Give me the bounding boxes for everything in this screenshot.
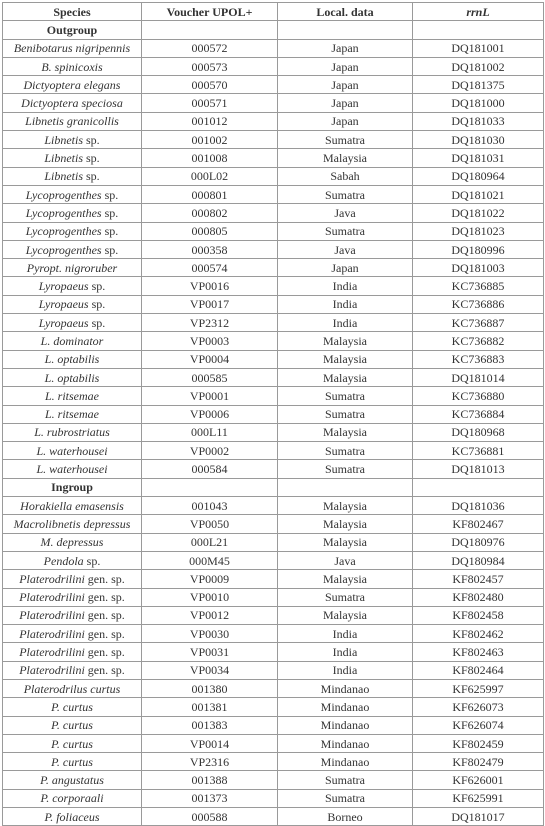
species-cell (3, 789, 142, 807)
locality-cell: Japan (278, 259, 413, 277)
empty-cell (142, 478, 278, 496)
species-suffix: gen. sp. (84, 626, 125, 641)
species-name: Lycoprogenthes (25, 187, 102, 202)
accession-cell: KC736884 (413, 405, 544, 423)
accession-cell: KF802457 (413, 570, 544, 588)
ingroup-group-row (3, 478, 544, 496)
accession-cell: DQ181030 (413, 131, 544, 149)
species-cell (3, 515, 142, 533)
accession-cell: DQ181013 (413, 460, 544, 478)
species-cell (3, 643, 142, 661)
species-name: L. optabilis (44, 370, 100, 385)
voucher-cell: VP0001 (142, 387, 278, 405)
voucher-cell: VP0016 (142, 277, 278, 295)
species-name: Pendola (43, 553, 84, 568)
voucher-cell: 000573 (142, 57, 278, 75)
locality-cell: Malaysia (278, 350, 413, 368)
species-cell (3, 716, 142, 734)
species-name: Pyropt. nigroruber (26, 260, 118, 275)
accession-cell: KC736885 (413, 277, 544, 295)
species-name: Libnetis (44, 132, 83, 147)
species-suffix: gen. sp. (84, 608, 125, 623)
locality-cell: India (278, 643, 413, 661)
species-name: Platerodrilini (19, 571, 85, 586)
species-name: L. waterhousei (36, 462, 108, 477)
table-row (3, 442, 544, 460)
species-cell (3, 551, 142, 569)
voucher-cell: 001002 (142, 131, 278, 149)
voucher-cell: VP2312 (142, 314, 278, 332)
accession-cell: KC736881 (413, 442, 544, 460)
accession-cell: KF802480 (413, 588, 544, 606)
accession-cell: DQ181036 (413, 497, 544, 515)
table-row (3, 460, 544, 478)
locality-cell: Malaysia (278, 515, 413, 533)
voucher-cell: VP0034 (142, 661, 278, 679)
table-row (3, 94, 544, 112)
voucher-cell: 000L02 (142, 167, 278, 185)
locality-cell: India (278, 661, 413, 679)
species-cell (3, 442, 142, 460)
accession-cell: KF626073 (413, 698, 544, 716)
table-row (3, 789, 544, 807)
species-suffix: sp. (101, 224, 119, 239)
table-row (3, 57, 544, 75)
species-name: Horakiella emasensis (20, 498, 124, 513)
species-cell (3, 277, 142, 295)
accession-cell: DQ181021 (413, 185, 544, 203)
species-cell (3, 222, 142, 240)
locality-cell: Malaysia (278, 332, 413, 350)
species-name: Lycoprogenthes (25, 242, 102, 257)
species-suffix: sp. (88, 315, 106, 330)
species-name: Platerodrilini (19, 663, 85, 678)
voucher-cell: 000358 (142, 240, 278, 258)
voucher-cell: VP0003 (142, 332, 278, 350)
species-cell (3, 167, 142, 185)
table-row (3, 240, 544, 258)
species-cell (3, 606, 142, 624)
species-name: Platerodrilus curtus (23, 681, 121, 696)
voucher-cell: 000805 (142, 222, 278, 240)
table-row (3, 314, 544, 332)
accession-cell: DQ181375 (413, 76, 544, 94)
accession-cell: DQ181001 (413, 39, 544, 57)
species-cell (3, 808, 142, 826)
species-name: Libnetis (44, 169, 83, 184)
empty-cell (142, 21, 278, 39)
locality-cell: Mindanao (278, 716, 413, 734)
species-cell (3, 76, 142, 94)
table-row (3, 368, 544, 386)
locality-cell: Sumatra (278, 789, 413, 807)
table-row (3, 771, 544, 789)
species-suffix: sp. (83, 169, 100, 184)
table-row (3, 753, 544, 771)
table-body (3, 21, 544, 826)
accession-cell: DQ181023 (413, 222, 544, 240)
accession-cell: KC736880 (413, 387, 544, 405)
locality-cell: Japan (278, 112, 413, 130)
accession-cell: DQ180968 (413, 423, 544, 441)
table-row (3, 698, 544, 716)
table-row (3, 643, 544, 661)
species-cell (3, 39, 142, 57)
species-name: P. curtus (51, 718, 93, 733)
species-cell (3, 460, 142, 478)
table-row (3, 808, 544, 826)
voucher-cell: 001012 (142, 112, 278, 130)
accession-cell: KF802479 (413, 753, 544, 771)
species-suffix: sp. (101, 242, 119, 257)
accession-cell: KF802459 (413, 734, 544, 752)
species-cell (3, 497, 142, 515)
voucher-cell: VP0030 (142, 625, 278, 643)
voucher-cell: 000572 (142, 39, 278, 57)
locality-cell: Malaysia (278, 497, 413, 515)
accession-cell: DQ181033 (413, 112, 544, 130)
empty-cell (278, 21, 413, 39)
outgroup-group-label: Outgroup (3, 21, 142, 39)
locality-cell: Mindanao (278, 679, 413, 697)
species-suffix: sp. (101, 187, 119, 202)
voucher-cell: VP0009 (142, 570, 278, 588)
species-name: P. curtus (51, 754, 93, 769)
voucher-cell: 000584 (142, 460, 278, 478)
species-suffix: sp. (88, 297, 106, 312)
locality-cell: Sumatra (278, 222, 413, 240)
voucher-cell: 000570 (142, 76, 278, 94)
species-name: L. waterhousei (36, 443, 108, 458)
species-name: Platerodrilini (19, 645, 85, 660)
species-name: P. curtus (51, 736, 93, 751)
table-row (3, 734, 544, 752)
table-row (3, 259, 544, 277)
species-name: L. ritsemae (45, 407, 99, 422)
species-cell (3, 533, 142, 551)
locality-cell: India (278, 625, 413, 643)
voucher-cell: 000574 (142, 259, 278, 277)
table-row (3, 497, 544, 515)
locality-cell: Sumatra (278, 131, 413, 149)
species-name: Libnetis granicollis (25, 114, 119, 129)
accession-cell: KF802458 (413, 606, 544, 624)
locality-cell: India (278, 314, 413, 332)
accession-cell: KF625997 (413, 679, 544, 697)
locality-cell: Malaysia (278, 368, 413, 386)
species-name: L. optabilis (44, 352, 100, 367)
voucher-cell: VP2316 (142, 753, 278, 771)
species-cell (3, 698, 142, 716)
accession-cell: DQ181002 (413, 57, 544, 75)
species-suffix: sp. (83, 553, 101, 568)
species-name: P. corporaali (40, 791, 104, 806)
species-cell (3, 734, 142, 752)
voucher-cell: 001381 (142, 698, 278, 716)
table-row (3, 76, 544, 94)
voucher-cell: 001380 (142, 679, 278, 697)
locality-cell: Malaysia (278, 423, 413, 441)
species-name: P. foliaceus (44, 809, 100, 824)
locality-cell: Mindanao (278, 698, 413, 716)
accession-cell: KF626001 (413, 771, 544, 789)
species-cell (3, 405, 142, 423)
header-species: Species (3, 3, 142, 21)
locality-cell: Sumatra (278, 185, 413, 203)
locality-cell: Malaysia (278, 570, 413, 588)
table-row (3, 679, 544, 697)
locality-cell: Malaysia (278, 149, 413, 167)
species-cell (3, 771, 142, 789)
header-row (3, 3, 544, 21)
specimen-table (2, 2, 544, 826)
voucher-cell: 000L21 (142, 533, 278, 551)
empty-cell (413, 478, 544, 496)
accession-cell: DQ181022 (413, 204, 544, 222)
voucher-cell: VP0006 (142, 405, 278, 423)
species-cell (3, 332, 142, 350)
locality-cell: Java (278, 240, 413, 258)
accession-cell: KF626074 (413, 716, 544, 734)
locality-cell: Malaysia (278, 533, 413, 551)
header-voucher: Voucher UPOL+ (142, 3, 278, 21)
voucher-cell: 000L11 (142, 423, 278, 441)
locality-cell: India (278, 277, 413, 295)
table-row (3, 551, 544, 569)
species-cell (3, 259, 142, 277)
voucher-cell: 001373 (142, 789, 278, 807)
locality-cell: Java (278, 551, 413, 569)
species-cell (3, 387, 142, 405)
species-name: L. ritsemae (45, 388, 99, 403)
header-rrnl: rrnL (413, 3, 544, 21)
voucher-cell: VP0002 (142, 442, 278, 460)
locality-cell: Sumatra (278, 405, 413, 423)
accession-cell: DQ181014 (413, 368, 544, 386)
locality-cell: Mindanao (278, 734, 413, 752)
species-name: M. depressus (40, 535, 104, 550)
table-row (3, 332, 544, 350)
table-row (3, 149, 544, 167)
voucher-cell: 001043 (142, 497, 278, 515)
table-row (3, 606, 544, 624)
species-name: Macrolibnetis depressus (13, 516, 131, 531)
locality-cell: Sumatra (278, 588, 413, 606)
locality-cell: Sumatra (278, 771, 413, 789)
locality-cell: Sumatra (278, 460, 413, 478)
voucher-cell: 000802 (142, 204, 278, 222)
table-row (3, 167, 544, 185)
header-locality: Local. data (278, 3, 413, 21)
species-cell (3, 661, 142, 679)
accession-cell: DQ180996 (413, 240, 544, 258)
species-name: Lyropaeus (38, 297, 89, 312)
accession-cell: KF802462 (413, 625, 544, 643)
table-row (3, 661, 544, 679)
species-name: Libnetis (44, 151, 83, 166)
species-suffix: gen. sp. (84, 590, 125, 605)
accession-cell: KC736887 (413, 314, 544, 332)
table-row (3, 277, 544, 295)
species-name: Lyropaeus (38, 279, 89, 294)
locality-cell: Malaysia (278, 606, 413, 624)
voucher-cell: 001383 (142, 716, 278, 734)
species-cell (3, 679, 142, 697)
voucher-cell: VP0010 (142, 588, 278, 606)
species-cell (3, 240, 142, 258)
species-cell (3, 131, 142, 149)
accession-cell: KF802463 (413, 643, 544, 661)
accession-cell: KF802467 (413, 515, 544, 533)
empty-cell (278, 478, 413, 496)
table-row (3, 387, 544, 405)
accession-cell: DQ180984 (413, 551, 544, 569)
voucher-cell: VP0012 (142, 606, 278, 624)
table-row (3, 39, 544, 57)
accession-cell: KF625991 (413, 789, 544, 807)
species-suffix: gen. sp. (84, 663, 125, 678)
table-row (3, 570, 544, 588)
voucher-cell: 000801 (142, 185, 278, 203)
accession-cell: DQ181003 (413, 259, 544, 277)
species-cell (3, 368, 142, 386)
locality-cell: Japan (278, 76, 413, 94)
locality-cell: Japan (278, 39, 413, 57)
species-cell (3, 295, 142, 313)
locality-cell: Japan (278, 94, 413, 112)
species-name: Platerodrilini (19, 590, 85, 605)
species-cell (3, 423, 142, 441)
voucher-cell: VP0031 (142, 643, 278, 661)
species-cell (3, 625, 142, 643)
table-row (3, 625, 544, 643)
species-name: P. curtus (51, 699, 93, 714)
species-name: Dictyoptera speciosa (21, 96, 123, 111)
table-row (3, 423, 544, 441)
table-row (3, 405, 544, 423)
species-name: P. angustatus (40, 773, 104, 788)
voucher-cell: 001388 (142, 771, 278, 789)
species-name: Lycoprogenthes (25, 205, 102, 220)
accession-cell: KC736883 (413, 350, 544, 368)
species-suffix: sp. (83, 151, 100, 166)
species-cell (3, 314, 142, 332)
species-cell (3, 94, 142, 112)
empty-cell (413, 21, 544, 39)
voucher-cell: 000571 (142, 94, 278, 112)
locality-cell: Sabah (278, 167, 413, 185)
locality-cell: Sumatra (278, 442, 413, 460)
accession-cell: KF802464 (413, 661, 544, 679)
locality-cell: Java (278, 204, 413, 222)
species-cell (3, 350, 142, 368)
species-cell (3, 570, 142, 588)
species-suffix: sp. (101, 205, 119, 220)
accession-cell: DQ181000 (413, 94, 544, 112)
table-row (3, 588, 544, 606)
locality-cell: Mindanao (278, 753, 413, 771)
species-name: Platerodrilini (19, 626, 85, 641)
table-row (3, 185, 544, 203)
accession-cell: DQ181031 (413, 149, 544, 167)
locality-cell: Sumatra (278, 387, 413, 405)
table-row (3, 515, 544, 533)
species-name: B. spinicoxis (41, 59, 103, 74)
table-row (3, 112, 544, 130)
accession-cell: DQ180976 (413, 533, 544, 551)
species-cell (3, 588, 142, 606)
locality-cell: India (278, 295, 413, 313)
species-suffix: sp. (88, 279, 106, 294)
accession-cell: KC736886 (413, 295, 544, 313)
accession-cell: KC736882 (413, 332, 544, 350)
voucher-cell: VP0004 (142, 350, 278, 368)
voucher-cell: 000588 (142, 808, 278, 826)
table-row (3, 131, 544, 149)
voucher-cell: 000M45 (142, 551, 278, 569)
table-row (3, 204, 544, 222)
species-name: Lycoprogenthes (25, 224, 102, 239)
species-cell (3, 753, 142, 771)
species-name: L. rubrostriatus (34, 425, 110, 440)
species-name: Lyropaeus (38, 315, 89, 330)
species-name: L. dominator (40, 333, 104, 348)
species-suffix: gen. sp. (84, 645, 125, 660)
species-suffix: sp. (83, 132, 100, 147)
voucher-cell: VP0050 (142, 515, 278, 533)
species-cell (3, 185, 142, 203)
voucher-cell: VP0014 (142, 734, 278, 752)
voucher-cell: 001008 (142, 149, 278, 167)
species-name: Dictyoptera elegans (23, 77, 121, 92)
accession-cell: DQ181017 (413, 808, 544, 826)
species-cell (3, 204, 142, 222)
table-row (3, 222, 544, 240)
species-suffix: gen. sp. (84, 571, 125, 586)
species-cell (3, 57, 142, 75)
table-row (3, 533, 544, 551)
table-row (3, 350, 544, 368)
ingroup-group-label: Ingroup (3, 478, 142, 496)
locality-cell: Japan (278, 57, 413, 75)
species-name: Benibotarus nigripennis (13, 41, 131, 56)
locality-cell: Borneo (278, 808, 413, 826)
species-name: Platerodrilini (19, 608, 85, 623)
voucher-cell: 000585 (142, 368, 278, 386)
species-cell (3, 112, 142, 130)
species-cell (3, 149, 142, 167)
table-row (3, 295, 544, 313)
table-row (3, 716, 544, 734)
accession-cell: DQ180964 (413, 167, 544, 185)
outgroup-group-row (3, 21, 544, 39)
voucher-cell: VP0017 (142, 295, 278, 313)
